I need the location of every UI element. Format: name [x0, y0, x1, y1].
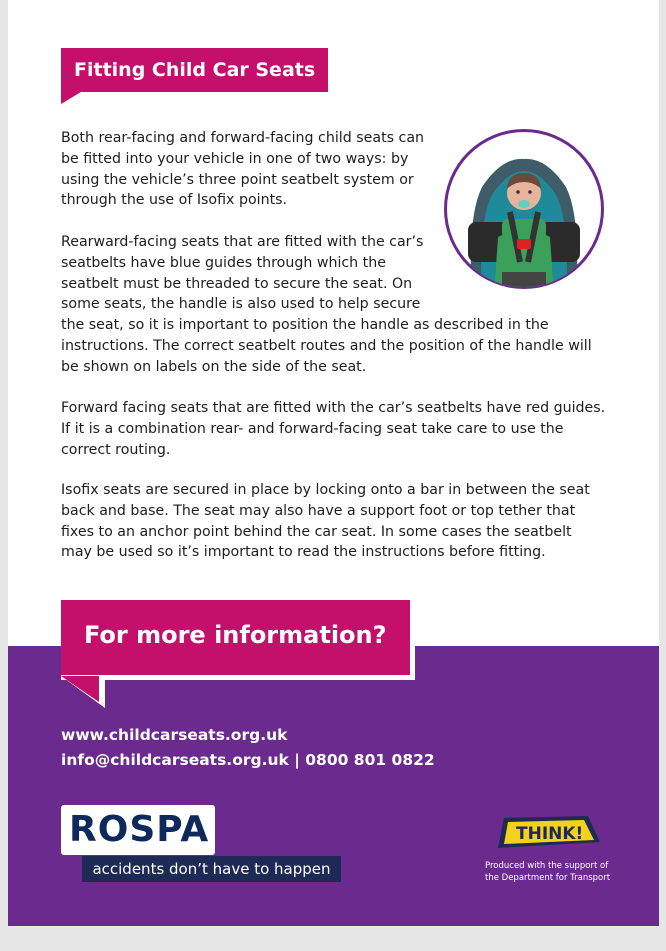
paragraph-4: [61, 480, 590, 563]
rospa-logo-text: ROSPA: [69, 809, 210, 850]
email-phone-line[interactable]: info@childcarseats.org.uk | 0800 801 0822: [61, 751, 435, 769]
paragraph-line: If it is a combination rear- and forward-facing seat take care to use the: [61, 420, 564, 437]
paragraph-line: some seats, the handle is also used to help secure: [61, 296, 421, 313]
paragraph-line: be fitted into your vehicle in one of two ways: by: [61, 150, 409, 167]
paragraph-line: seatbelts have blue guides through which the: [61, 254, 386, 271]
leaflet-page: [8, 0, 659, 926]
paragraph-line: Forward facing seats that are fitted with the car’s seatbelts have red guides.: [61, 400, 606, 416]
paragraph-line: Isofix seats are secured in place by locking onto a bar in between the seat: [61, 482, 590, 498]
paragraph-line: through the use of Isofix points.: [61, 192, 288, 209]
paragraph-line: using the vehicle’s three point seatbelt system or: [61, 171, 414, 188]
think-logo: [496, 814, 602, 852]
section-title: Fitting Child Car Seats: [61, 48, 328, 92]
paragraph-line: Both rear-facing and forward-facing child seats can: [61, 130, 425, 146]
paragraph-1: [61, 128, 424, 211]
title-speech-tail: [61, 92, 81, 104]
paragraph-line: Rearward-facing seats that are fitted with the car’s: [61, 234, 424, 250]
child-in-car-seat-illustration: [442, 127, 606, 291]
callout-speech-tail: [61, 676, 121, 710]
website-link[interactable]: www.childcarseats.org.uk: [61, 726, 288, 744]
paragraph-3: [61, 398, 605, 460]
more-info-heading: For more information?: [84, 621, 387, 649]
paragraph-line: the seat, so it is important to position the handle as described in the: [61, 317, 549, 334]
paragraph-line: back and base. The seat may also have a support foot or top tether that: [61, 502, 576, 519]
credit-text: [485, 860, 635, 884]
paragraph-line: correct routing.: [61, 441, 171, 458]
paragraph-line: seatbelt must be threaded to secure the seat. On: [61, 275, 413, 292]
paragraph-line: instructions. The correct seatbelt routes and the position of the handle will: [61, 337, 592, 354]
paragraph-line: may be used so it’s important to read the instructions before fitting.: [61, 544, 546, 561]
rospa-logo: [61, 805, 215, 855]
rospa-tagline: accidents don’t have to happen: [82, 856, 341, 882]
think-logo-text: THINK!: [516, 824, 584, 844]
credit-line-1: Produced with the support of: [485, 861, 609, 871]
credit-line-2: the Department for Transport: [485, 873, 611, 883]
paragraph-line: be shown on labels on the side of the seat.: [61, 358, 367, 375]
paragraph-line: fixes to an anchor point behind the car seat. In some cases the seatbelt: [61, 523, 572, 540]
